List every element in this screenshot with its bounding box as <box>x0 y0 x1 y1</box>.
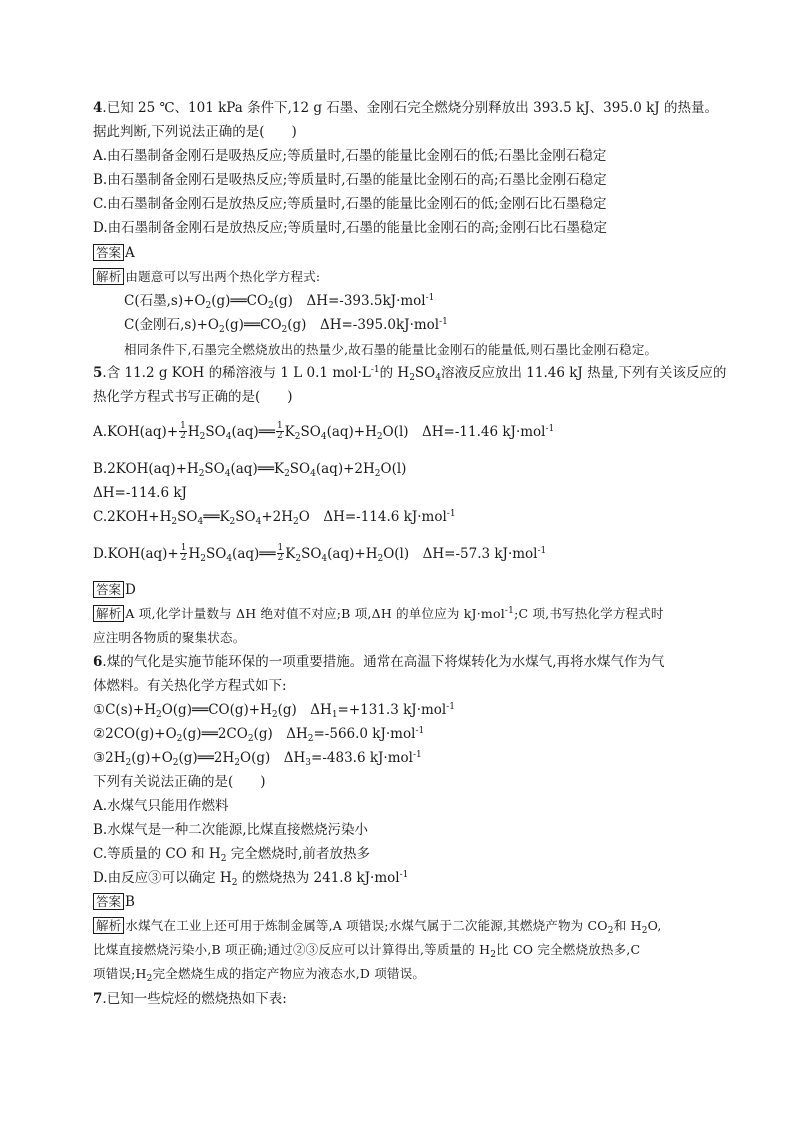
q5-option-d: D.KOH(aq)+ $\frac{1}{2}$ $H_2SO_4(aq)══$ $\frac{1}{2}$ $K_2SO_4(aq)+H_2O(l)$ ΔH=-57.3 kJ·mol$^{-1}$ <box>93 543 547 564</box>
answer-label: 答案 <box>93 893 124 910</box>
q6-answer <box>93 893 135 911</box>
question-6-stem: 6.煤的气化是实施节能环保的一项重要措施。通常在高温下将煤转化为水煤气,再将水煤气作为气 <box>93 654 665 670</box>
explanation-label: 解析 <box>93 605 124 622</box>
q5-explanation-cont: 应注明各物质的聚集状态。 <box>93 630 246 645</box>
question-4-stem <box>93 99 718 117</box>
q6-explanation-cont-2: 项错误$;H_2$完全燃烧生成的指定产物应为液态水,D 项错误。 <box>93 966 426 984</box>
q4-option-d: D.由石墨制备金刚石是放热反应;等质量时,石墨的能量比金刚石的高;金刚石比石墨稳定 <box>93 220 608 236</box>
question-number: 7 <box>93 991 103 1007</box>
q6-option-a: A.水煤气只能用作燃料 <box>93 798 229 814</box>
q6-option-d: D.由反应③可以确定 $H_2$ 的燃烧热为 241.8 kJ·mol$^{-1}$ <box>93 870 409 888</box>
q4-answer <box>93 244 135 262</box>
q6-option-c: C.等质量的 CO 和 $H_2$ 完全燃烧时,前者放热多 <box>93 846 371 864</box>
question-number: 5 <box>93 365 103 381</box>
answer-value: D <box>125 582 136 598</box>
q4-equation-2: C(金刚石$,s)+O_2(g)══CO_2(g)$ ΔH=-395.0kJ·mol$^{-1}$ <box>124 317 448 335</box>
explanation-text: 由题意可以写出两个热化学方程式: <box>125 269 321 284</box>
q6-explanation: 解析 水煤气在工业上还可用于炼制金属等,A 项错误;水煤气属于二次能源,其燃烧产物为 $CO_2$和 $H_2O$, <box>93 917 662 935</box>
answer-value: B <box>125 894 135 910</box>
fraction: $\frac{1}{2}$ <box>180 543 187 563</box>
q4-option-a: A.由石墨制备金刚石是吸热反应;等质量时,石墨的能量比金刚石的低;石墨比金刚石稳定 <box>93 148 607 164</box>
q4-equation-1: C(石墨$,s)+O_2(g)══CO_2(g)$ ΔH=-393.5kJ·mol$^{-1}$ <box>124 293 435 311</box>
answer-label: 答案 <box>93 244 124 261</box>
explanation-label: 解析 <box>93 917 124 934</box>
q6-equation-1: $①C(s)+H_2O(g)══CO(g)+H_2(g)$ $\Delta H_1=+131.3$ kJ·mol$^{-1}$ <box>93 702 456 720</box>
question-7-stem: 7.已知一些烷烃的燃烧热如下表: <box>93 991 287 1007</box>
question-4-stem-cont: 据此判断,下列说法正确的是( ) <box>93 124 297 140</box>
q6-explanation-cont-1: 比煤直接燃烧污染小,B 项正确;通过②③反应可以计算得出,等质量的 $H_2$比 CO 完全燃烧放热多,C <box>93 942 641 960</box>
question-number: 6 <box>93 654 103 670</box>
q4-explanation-cont: 相同条件下,石墨完全燃烧放出的热量少,故石墨的能量比金刚石的能量低,则石墨比金刚石稳定。 <box>124 342 658 357</box>
q5-option-c: $C.2KOH+H_2SO_4══K_2SO_4+2H_2O$ ΔH=-114.6 kJ·mol$^{-1}$ <box>93 509 456 527</box>
q4-option-c: C.由石墨制备金刚石是放热反应;等质量时,石墨的能量比金刚石的低;金刚石比石墨稳定 <box>93 196 607 212</box>
q6-equation-3: $③2H_2(g)+O_2(g)══2H_2O(g)$ $\Delta H_3=-483.6$ kJ·mol$^{-1}$ <box>93 750 422 768</box>
explanation-label: 解析 <box>93 268 124 285</box>
fraction: $\frac{1}{2}$ <box>180 421 186 441</box>
q4-option-b: B.由石墨制备金刚石是吸热反应;等质量时,石墨的能量比金刚石的高;石墨比金刚石稳定 <box>93 172 607 188</box>
q5-answer <box>93 581 136 599</box>
q4-explanation <box>93 268 320 286</box>
q5-option-b: $B.2KOH(aq)+H_2SO_4(aq)══K_2SO_4(aq)+2H_2O(l)$ <box>93 461 407 479</box>
fraction: $\frac{1}{2}$ <box>276 421 283 441</box>
q5-explanation: 解析 A 项,化学计量数与 ΔH 绝对值不对应;B 项,ΔH 的单位应为 kJ·mol$^{-1}$;C 项,书写热化学方程式时 <box>93 605 664 623</box>
question-5-stem-cont: 热化学方程式书写正确的是( ) <box>93 389 293 405</box>
q5-option-b-cont: ΔH=-114.6 kJ <box>93 485 187 501</box>
question-text: .已知 25 ℃、101 kPa 条件下,12 g 石墨、金刚石完全燃烧分别释放出 393.5 kJ、395.0 kJ 的热量。 <box>102 100 718 116</box>
fraction: $\frac{1}{2}$ <box>277 543 284 563</box>
q5-option-a: A.KOH(aq)+ $\frac{1}{2}$ $H_2SO_4(aq)══$ $\frac{1}{2}$ $K_2SO_4(aq)+H_2O(l)$ ΔH=-11.46 kJ·mol$^{-1}$ <box>93 421 555 442</box>
q6-option-b: B.水煤气是一种二次能源,比煤直接燃烧污染小 <box>93 822 369 838</box>
question-6-stem-cont: 体燃料。有关热化学方程式如下: <box>93 678 287 694</box>
question-6-stem-question: 下列有关说法正确的是( ) <box>93 774 266 790</box>
answer-label: 答案 <box>93 581 124 598</box>
answer-value: A <box>125 245 135 261</box>
q6-equation-2: $②2CO(g)+O_2(g)══2CO_2(g)$ $\Delta H_2=-566.0$ kJ·mol$^{-1}$ <box>93 726 425 744</box>
question-5-stem: 5.含 11.2 g KOH 的稀溶液与 1 L 0.1 $mol\cdot L^{-1}$的 $H_2SO_4$溶液反应放出 11.46 kJ 热量,下列有关该反应的 <box>93 365 727 383</box>
question-number: 4 <box>93 100 103 116</box>
